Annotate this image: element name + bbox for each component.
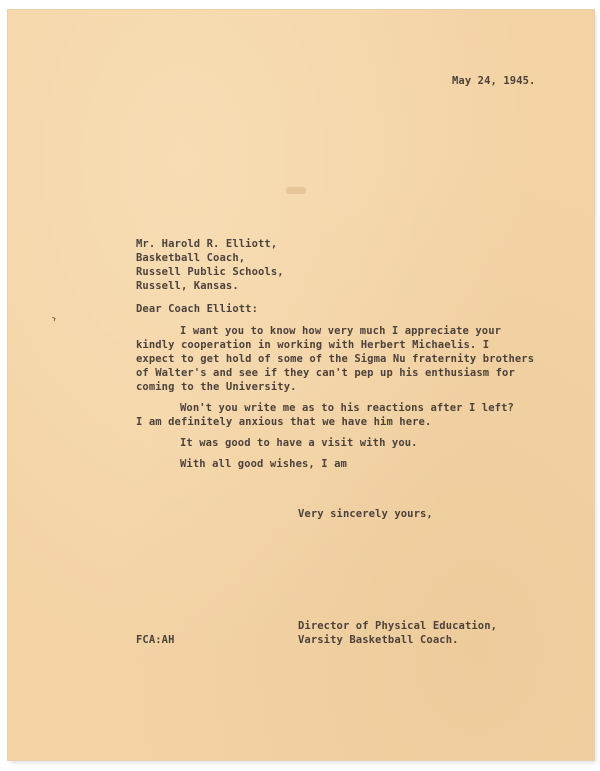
salutation: Dear Coach Elliott:: [136, 303, 259, 315]
address-line-3: Russell Public Schools,: [136, 266, 284, 278]
address-line-2: Basketball Coach,: [136, 252, 246, 264]
paragraph-2-line-2: I am definitely anxious that we have him here.: [136, 416, 432, 428]
paragraph-1-line-3: expect to get hold of some of the Sigma Nu fraternity brothers: [136, 353, 535, 365]
margin-mark: ›: [49, 311, 59, 326]
paragraph-3: It was good to have a visit with you.: [180, 437, 418, 449]
paper-mark: [286, 187, 306, 194]
paragraph-2-line-1: Won't you write me as to his reactions after I left?: [180, 402, 514, 414]
address-line-4: Russell, Kansas.: [136, 280, 239, 292]
paragraph-1-line-2: kindly cooperation in working with Herbert Michaelis. I: [136, 339, 490, 351]
letter-page: [8, 10, 594, 760]
signature-title-2: Varsity Basketball Coach.: [298, 634, 459, 646]
reference-initials: FCA:AH: [136, 634, 175, 646]
signature-title-1: Director of Physical Education,: [298, 620, 498, 632]
paragraph-1-line-4: of Walter's and see if they can't pep up his enthusiasm for: [136, 367, 515, 379]
paragraph-4: With all good wishes, I am: [180, 458, 347, 470]
paragraph-1-line-5: coming to the University.: [136, 381, 297, 393]
closing: Very sincerely yours,: [298, 508, 433, 520]
letter-date: May 24, 1945.: [452, 75, 536, 87]
address-line-1: Mr. Harold R. Elliott,: [136, 238, 278, 250]
paragraph-1-line-1: I want you to know how very much I appreciate your: [180, 325, 502, 337]
